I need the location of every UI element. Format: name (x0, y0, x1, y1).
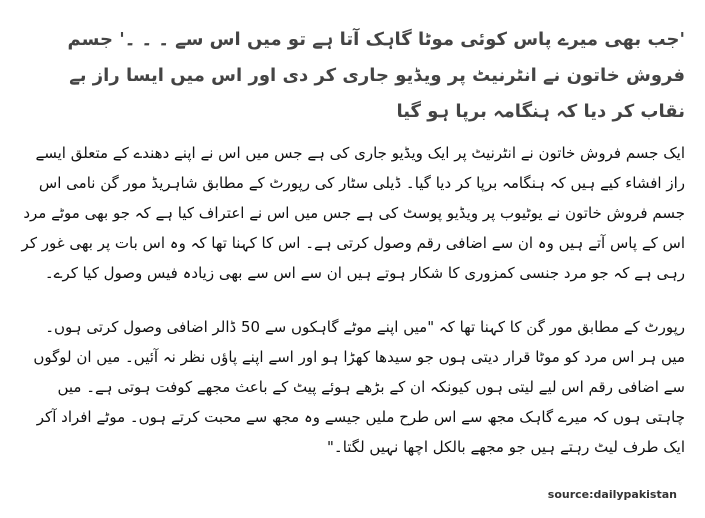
article-headline: 'جب بھی میرے پاس کوئی موٹا گاہک آتا ہے تو میں اس سے ۔ ۔ ۔' جسم فروش خاتون نے انٹرنیٹ پر ویڈیو جاری کر دی اور اس میں ایسا راز بے نقاب کر دیا کہ ہنگامہ برپا ہو گیا (67, 29, 685, 122)
article-paragraph-1: ایک جسم فروش خاتون نے انٹرنیٹ پر ایک ویڈیو جاری کی ہے جس میں اس نے اپنے دھندے کے متعلق ایسے راز افشاء کیے ہیں کہ ہنگامہ برپا کر دیا گیا۔ ڈیلی سٹار کی رپورٹ کے مطابق شاہریڈ مور گن نامی اس جسم فروش خاتون نے یوٹیوب پر ویڈیو پوسٹ کی ہے جس میں اس نے اعتراف کیا ہے کہ جو بھی موٹے مرد اس کے پاس آتے ہیں وہ ان سے اضافی رقم وصول کرتی ہے۔ اس کا کہنا تھا کہ وہ اس بات پر بھی غور کر رہی ہے کہ جو مرد جنسی کمزوری کا شکار ہوتے ہیں ان سے اس سے بھی زیادہ فیس وصول کیا کرے۔ (21, 144, 685, 282)
source-credit: source:dailypakistan (547, 488, 677, 501)
article-paragraph-2: رپورٹ کے مطابق مور گن کا کہنا تھا کہ "میں اپنے موٹے گاہکوں سے 50 ڈالر اضافی وصول کرتی ہوں۔ میں ہر اس مرد کو موٹا قرار دیتی ہوں جو سیدھا کھڑا ہو اور اسے اپنے پاؤں نظر نہ آئیں۔ میں ان لوگوں سے اضافی رقم اس لیے لیتی ہوں کیونکہ ان کے بڑھے ہوئے پیٹ کے باعث مجھے کوفت ہوتی ہے۔ میں چاہتی ہوں کہ میرے گاہک مجھ سے اس طرح ملیں جیسے وہ مجھ سے محبت کرتے ہوں۔ موٹے افراد آکر ایک طرف لیٹ رہتے ہیں جو مجھے بالکل اچھا نہیں لگتا۔" (33, 318, 685, 456)
